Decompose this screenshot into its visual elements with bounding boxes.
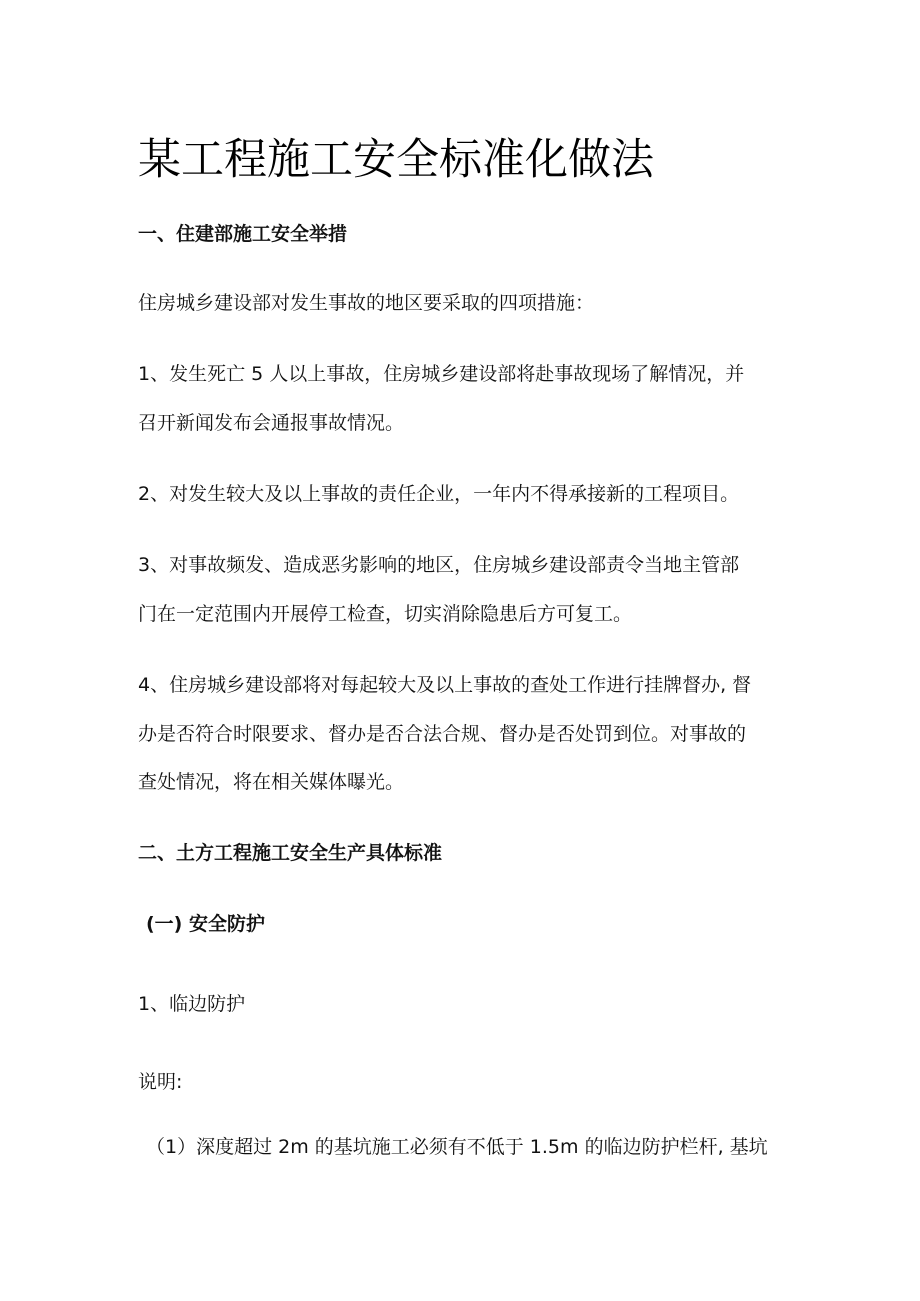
section2-item1: 1、临边防护 — [138, 993, 246, 1015]
item4-line2: 办是否符合时限要求、督办是否合法合规、督办是否处罚到位。对事故的 — [138, 723, 747, 745]
item4-line3: 查处情况，将在相关媒体曝光。 — [138, 771, 405, 793]
note-label: 说明: — [138, 1071, 183, 1093]
section1-heading: 一、住建部施工安全举措 — [138, 223, 348, 245]
section2-subheading: (一) 安全防护 — [146, 913, 265, 935]
note1-line1: （1）深度超过 2m 的基坑施工必须有不低于 1.5m 的临边防护栏杆, 基坑 — [146, 1136, 768, 1158]
section1-intro: 住房城乡建设部对发生事故的地区要采取的四项措施： — [138, 292, 595, 314]
section2-heading: 二、土方工程施工安全生产具体标准 — [138, 842, 443, 864]
item2-line1: 2、对发生较大及以上事故的责任企业，一年内不得承接新的工程项目。 — [138, 483, 740, 505]
item4-line1: 4、住房城乡建设部将对每起较大及以上事故的查处工作进行挂牌督办, 督 — [138, 674, 752, 696]
item1-line2: 召开新闻发布会通报事故情况。 — [138, 412, 405, 434]
document-title: 某工程施工安全标准化做法 — [138, 135, 654, 185]
item3-line2: 门在一定范围内开展停工检查，切实消除隐患后方可复工。 — [138, 603, 633, 625]
item3-line1: 3、对事故频发、造成恶劣影响的地区，住房城乡建设部责令当地主管部 — [138, 554, 740, 576]
item1-line1: 1、发生死亡 5 人以上事故，住房城乡建设部将赴事故现场了解情况，并 — [138, 363, 745, 385]
